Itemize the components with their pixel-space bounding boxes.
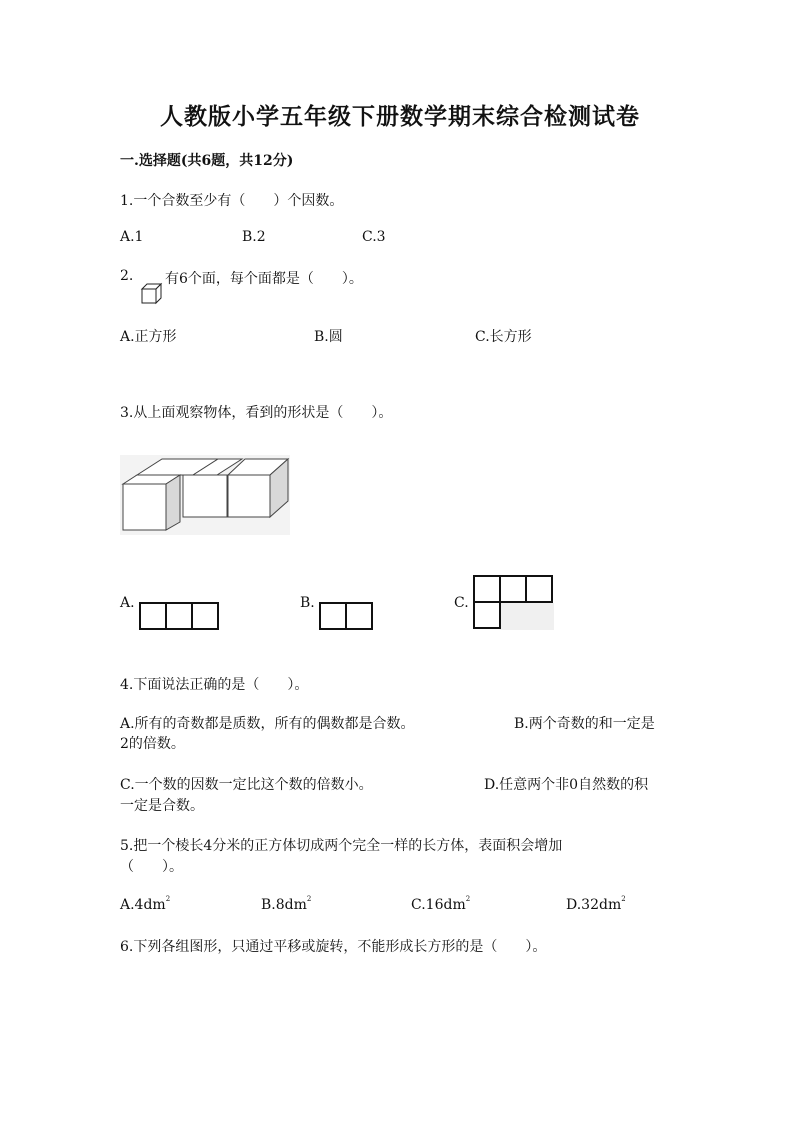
q2-option-a: A.正方形 bbox=[120, 329, 177, 345]
question-4: 4.下面说法正确的是（ ）。 bbox=[120, 677, 309, 693]
q1-option-c: C.3 bbox=[362, 229, 386, 245]
q5-option-d: $D.32dm^2$ bbox=[566, 895, 626, 913]
question-5-cont: （ ）。 bbox=[120, 859, 183, 875]
q4-option-b-cont: 2的倍数。 bbox=[120, 736, 185, 752]
q5-option-b: $B.8dm^2$ bbox=[261, 895, 312, 913]
q1-option-a: A.1 bbox=[120, 229, 144, 245]
question-2-number: 2. bbox=[120, 268, 134, 284]
question-6: 6.下列各组图形，只通过平移或旋转，不能形成长方形的是（ ）。 bbox=[120, 939, 547, 955]
question-1: 1.一个合数至少有（ ）个因数。 bbox=[120, 193, 344, 209]
three-cube-solid-figure bbox=[120, 455, 290, 535]
q1-option-b: B.2 bbox=[242, 229, 266, 245]
q4-option-d: D.任意两个非0自然数的积 bbox=[484, 777, 649, 793]
q4-option-d-cont: 一定是合数。 bbox=[120, 798, 204, 814]
q3-option-c-figure bbox=[472, 575, 554, 630]
q3-option-a: A. bbox=[120, 595, 135, 611]
q3-option-b: B. bbox=[300, 595, 315, 611]
page-title: 人教版小学五年级下册数学期末综合检测试卷 bbox=[160, 103, 640, 130]
question-2: 有6个面，每个面都是（ ）。 bbox=[165, 271, 363, 287]
question-3: 3.从上面观察物体，看到的形状是（ ）。 bbox=[120, 405, 393, 421]
q4-option-c: C.一个数的因数一定比这个数的倍数小。 bbox=[120, 777, 373, 793]
q4-option-a: A.所有的奇数都是质数，所有的偶数都是合数。 bbox=[120, 716, 415, 732]
q5-option-a: $A.4dm^2$ bbox=[120, 895, 171, 913]
section-heading: 一.选择题(共6题，共12分) bbox=[120, 153, 294, 169]
q5-option-c: $C.16dm^2$ bbox=[411, 895, 471, 913]
q3-option-b-figure bbox=[318, 602, 374, 630]
question-5: 5.把一个棱长4分米的正方体切成两个完全一样的长方体，表面积会增加 bbox=[120, 838, 563, 854]
q2-option-b: B.圆 bbox=[314, 329, 343, 345]
q4-option-b: B.两个奇数的和一定是 bbox=[514, 716, 655, 732]
q3-option-a-figure bbox=[138, 602, 220, 630]
cube-icon bbox=[141, 283, 163, 305]
q3-option-c: C. bbox=[454, 595, 469, 611]
q2-option-c: C.长方形 bbox=[475, 329, 532, 345]
